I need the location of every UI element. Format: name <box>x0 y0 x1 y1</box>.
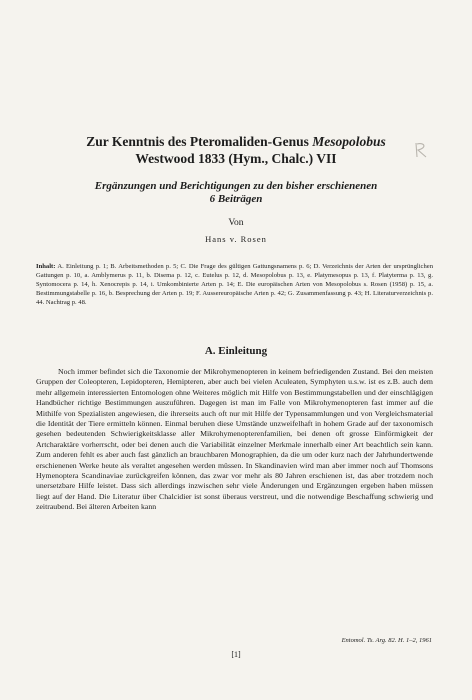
paper-subtitle <box>40 180 432 206</box>
title-line2: Westwood 1833 (Hym., Chalc.) VII <box>135 151 337 166</box>
title-genus: Mesopolobus <box>312 134 386 149</box>
byline-von: Von <box>228 218 244 228</box>
author-name: Hans v. Rosen <box>205 234 267 244</box>
page-number: [1] <box>231 650 241 659</box>
toc-text: A. Einleitung p. 1; B. Arbeitsmethoden p. 5; C. Die Frage des gültigen Gattungsnamens p. 6; D. Verzeichnis der Arten der ursprünglichen Gattungen p. 10, a. Amblymerus p. 11, b. Disema p. 12, c. Eutelus p. 12, d. Mesopolobus p. 13, e. Platymesopus p. 13, f. Platyterma p. 13, g. Syntomocera p. 14, h. Xenocrepis p. 14, i. Umkombinierte Arten p. 14; E. Die europäischen Arten von Mesopolobus s. Rosen (1958) p. 15, a. Bestimmungstabelle p. 16, b. Besprechung der Arten p. 19; F. Aussereuropäische Arten p. 42; G. Zusammenfassung p. 43; H. Literaturverzeichnis p. 44. Nachtrag p. 48. <box>36 263 433 306</box>
journal-citation: Entomol. Ts. Arg. 82. H. 1–2, 1961 <box>341 637 432 644</box>
paper-title <box>40 133 432 167</box>
toc-label: Inhalt: <box>36 263 56 270</box>
table-of-contents <box>36 262 433 307</box>
subtitle-line2: 6 Beiträgen <box>209 193 263 205</box>
body-paragraph: Noch immer befindet sich die Taxonomie der Mikrohymenopteren in keinem befriedigenden Zustand. Bei den meisten Gruppen der Coleopteren, Lepidopteren, Hemipteren, aber auch bei vielen Aculeaten, Symphyten u.s.w. ist es z.B. auch dem mehr allgemein interessierten Entomologen ohne Weiteres möglich mit Hilfe von Bestimmungstabellen und der einschlägigen Handbücher richtige Bestimmungen auszuführen. Dagegen ist man im Falle von Mikrohymenopteren fast immer auf die Mithilfe von Spezialisten angewiesen, die ihrerseits auch oft nur mit Hilfe der Typensammlungen und von Vergleichsmaterial die Identität der Tiere ermitteln können. Einmal beruhen diese Umstände unzweifelhaft in hohem Grade auf der taxonomisch gesehen bedeutenden Schwierigkeitsklasse aller Mikrohymenopterenfamilien, bei denen oft grosse Einförmigkeit der Artcharaktäre vorherrscht, oder bei denen auch die Variabilität einzelner Merkmale innerhalb einer Art beachtlich sein kann. Zum anderen fehlt es aber auch fast gänzlich an brauchbaren Monographien, da die um oder kurz nach der Jahrhundertwende erschienenen Werke heute als veraltet angesehen werden müssen. In Skandinavien wird man aber immer noch auf Thomsons Hymenoptera Scandinaviae zurückgreifen können, das zwar vor mehr als 80 Jahren erschienen ist, das aber trotzdem noch unersetzbare Hilfe leistet. Dass sich allerdings inzwischen sehr viele Änderungen und Ergänzungen ergeben haben müssen liegt auf der Hand. Die Literatur über Chalcidier ist sonst überaus verstreut, und die notwendige Beschaffung schwierig und zeitraubend. Bei älteren Arbeiten kann <box>36 367 433 512</box>
section-heading: A. Einleitung <box>204 345 268 357</box>
subtitle-line1: Ergänzungen und Berichtigungen zu den bisher erschienenen <box>94 180 378 192</box>
title-line1-prefix: Zur Kenntnis des Pteromaliden-Genus <box>86 134 313 149</box>
